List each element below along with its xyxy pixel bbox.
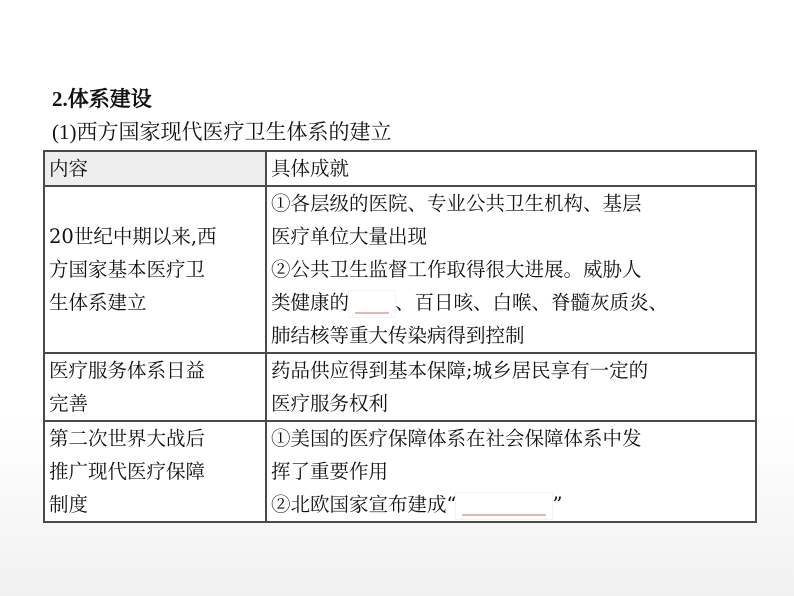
row-content-cell [44,186,266,353]
table-header-row [44,151,756,186]
subsection-heading [52,119,392,145]
row-content-cell [44,353,266,421]
section-number: 2. [52,87,68,111]
subsection-number: (1) [52,120,77,144]
section-heading [52,86,152,112]
row-achievement-cell [266,186,756,353]
header-achievements: 具体成就 [266,151,756,186]
cell-text: 、百日咳、白喉、脊髓灰质炎、 [395,291,669,314]
cell-line: 推广现代医疗保障 [49,460,206,483]
cell-line: 医疗单位大量出现 [271,225,428,248]
cell-line: 肺结核等重大传染病得到控制 [271,324,525,347]
cell-line [271,286,751,319]
cell-line: ①各层级的医院、专业公共卫生机构、基层 [271,192,642,215]
cell-line: 制度 [49,493,89,516]
section-title: 体系建设 [67,86,152,111]
cell-line: 第二次世界大战后 [49,427,206,450]
cell-line: 完善 [49,392,89,415]
cell-text: ②北欧国家宣布建成“ [271,493,457,516]
subsection-title: 西方国家现代医疗卫生体系的建立 [76,120,392,144]
cell-line: 生体系建立 [49,291,147,314]
cell-line: ②公共卫生监督工作取得很大进展。威胁人 [271,258,642,281]
row-achievement-cell [266,353,756,421]
cell-line: 20世纪中期以来,西 [49,225,217,248]
row-content-cell [44,421,266,522]
achievements-table [43,150,757,523]
cell-line [271,488,751,521]
cell-text: 类健康的 [271,291,350,314]
cell-line: 医疗服务权利 [271,392,389,415]
cell-text: ” [552,493,563,516]
cell-line: ①美国的医疗保障体系在社会保障体系中发 [271,427,642,450]
table-row [44,353,756,421]
header-content: 内容 [44,151,266,186]
table-row [44,186,756,353]
answer-blank[interactable] [456,493,552,519]
cell-line: 医疗服务体系日益 [49,359,206,382]
cell-line: 方国家基本医疗卫 [49,258,206,281]
table-row [44,421,756,522]
row-achievement-cell [266,421,756,522]
cell-line: 挥了重要作用 [271,460,389,483]
cell-line: 药品供应得到基本保障;城乡居民享有一定的 [271,359,649,382]
answer-blank[interactable] [349,291,395,317]
